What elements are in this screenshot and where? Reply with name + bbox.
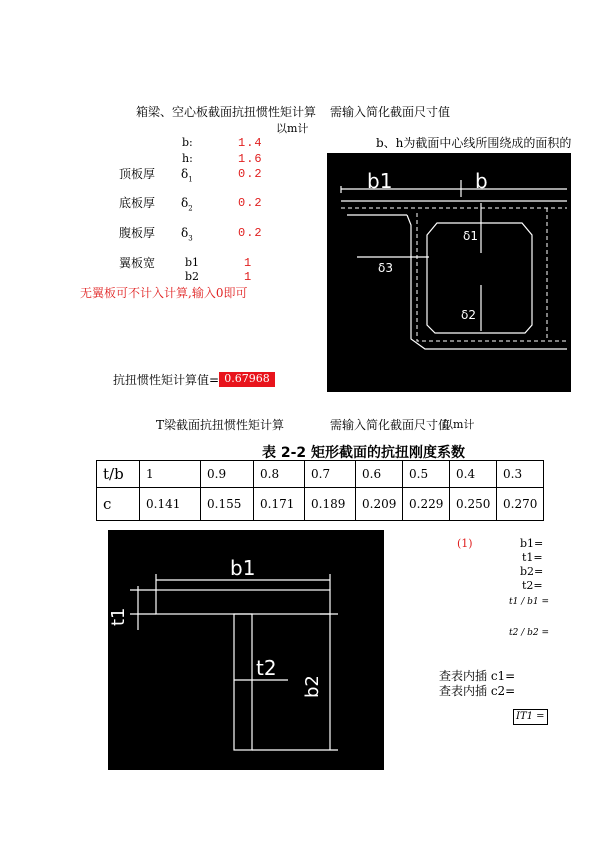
top-slab-label: 顶板厚	[119, 167, 156, 181]
table-cell: 0.5	[403, 461, 450, 488]
box-unit-note: 以m计	[276, 122, 309, 135]
t-t1-label: t1=	[522, 551, 543, 564]
t-unit-note: 以m计	[442, 418, 475, 431]
t-b2-label: b2=	[520, 565, 544, 578]
t-section-title: T梁截面抗扭惯性矩计算	[156, 418, 285, 432]
diagram-b-label: b	[475, 169, 488, 193]
web-symbol: $\delta_3$	[181, 226, 193, 243]
box-section-diagram	[327, 153, 571, 392]
row2-header: c	[97, 488, 140, 521]
table-cell: 0.141	[140, 488, 201, 521]
coef-table	[96, 460, 544, 521]
table-cell: 0.6	[356, 461, 403, 488]
web-value[interactable]: 0.2	[238, 226, 263, 240]
bottom-slab-label: 底板厚	[119, 196, 156, 210]
table-cell: 0.3	[497, 461, 544, 488]
bottom-slab-value[interactable]: 0.2	[238, 196, 263, 210]
coef-table-title: 表 2-2 矩形截面的抗扭刚度系数	[262, 445, 466, 461]
diagram-delta3-label: δ3	[378, 261, 393, 275]
table-row	[97, 488, 544, 521]
bh-note: b、h为截面中心线所围绕成的面积的	[376, 136, 572, 150]
table-cell: 0.189	[305, 488, 356, 521]
diagram-delta1-label: δ1	[463, 229, 478, 243]
diagram-t1-label: t1	[108, 607, 129, 626]
b2-value[interactable]: 1	[244, 270, 252, 284]
b1-label: b1	[185, 256, 200, 269]
result-value: 0.67968	[219, 372, 275, 387]
t-input-note: 需输入简化截面尺寸值	[330, 418, 451, 432]
ratio2-label: t2 / b2 =	[509, 628, 549, 638]
top-slab-symbol: $\delta_1$	[181, 167, 193, 184]
diagram-t2-label: t2	[256, 656, 277, 680]
t-t2-label: t2=	[522, 579, 543, 592]
table-cell: 0.229	[403, 488, 450, 521]
t-b1-label: b1=	[520, 537, 544, 550]
table-cell: 0.270	[497, 488, 544, 521]
b-label: b:	[182, 136, 193, 149]
table-cell: 0.155	[201, 488, 254, 521]
diagram-t-b1-label: b1	[230, 556, 256, 580]
box-section-drawing	[327, 153, 571, 392]
table-cell: 0.250	[450, 488, 497, 521]
box-section-title: 箱梁、空心板截面抗扭惯性矩计算	[136, 105, 317, 119]
h-label: h:	[182, 152, 193, 165]
table-cell: 0.7	[305, 461, 356, 488]
flange-label: 翼板宽	[119, 256, 156, 270]
table-cell: 0.209	[356, 488, 403, 521]
b-value[interactable]: 1.4	[238, 136, 263, 150]
b1-value[interactable]: 1	[244, 256, 252, 270]
table-cell: 0.9	[201, 461, 254, 488]
row1-header: t/b	[97, 461, 140, 488]
web-label: 腹板厚	[119, 226, 156, 240]
diagram-delta2-label: δ2	[461, 308, 476, 322]
table-row	[97, 461, 544, 488]
result-label: 抗扭惯性矩计算值=	[113, 373, 220, 387]
t-section-diagram	[108, 530, 384, 770]
it1-label: IT1 =	[513, 709, 548, 725]
table-cell: 0.4	[450, 461, 497, 488]
h-value[interactable]: 1.6	[238, 152, 263, 166]
box-input-note: 需输入简化截面尺寸值	[330, 105, 451, 119]
no-flange-note: 无翼板可不计入计算,输入0即可	[80, 286, 248, 300]
ratio1-label: t1 / b1 =	[509, 597, 549, 607]
bottom-slab-symbol: $\delta_2$	[181, 196, 193, 213]
b2-label: b2	[185, 270, 200, 283]
diagram-b1-label: b1	[367, 169, 393, 193]
c2-label: 查表内插 c2=	[439, 684, 516, 698]
diagram-b2-label: b2	[302, 675, 323, 698]
top-slab-value[interactable]: 0.2	[238, 167, 263, 181]
table-cell: 1	[140, 461, 201, 488]
table-cell: 0.8	[254, 461, 305, 488]
table-cell: 0.171	[254, 488, 305, 521]
case-number: (1)	[457, 537, 473, 550]
c1-label: 查表内插 c1=	[439, 669, 516, 683]
